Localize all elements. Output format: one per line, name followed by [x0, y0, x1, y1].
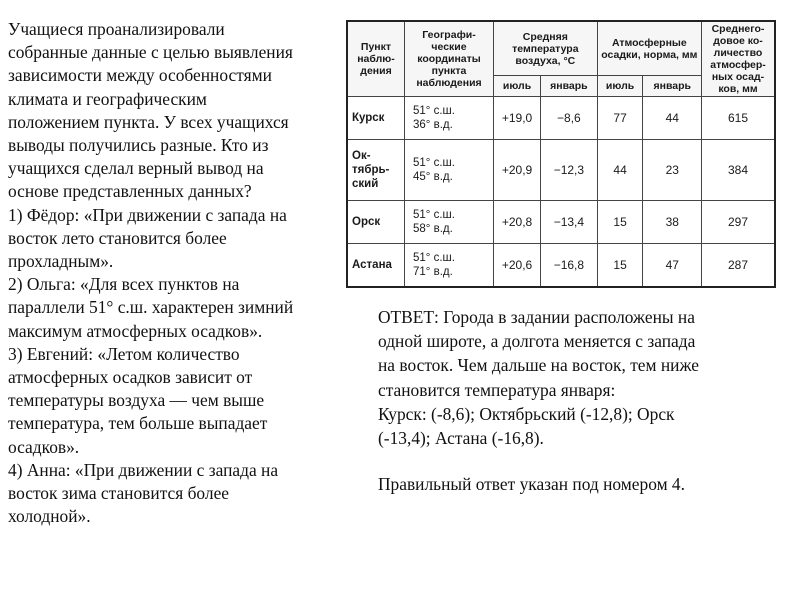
answer-line: ОТВЕТ: Города в задании расположены на [378, 307, 695, 327]
cell-coords [405, 97, 494, 140]
cell-temp-january: −16,8 [541, 243, 598, 287]
question-line: учащихся сделал верный вывод на [8, 158, 264, 179]
answer-line: Курск: (-8,6); Октябрьский (-12,8); Орск [378, 403, 675, 424]
question-line: 4) Анна: «При движении с запада на [8, 459, 279, 480]
cell-precip-july: 77 [597, 97, 643, 140]
cell-precip-july: 44 [597, 139, 643, 200]
cell-latitude: 51° с.ш. [413, 208, 455, 221]
header-point: Пункт наблю-дения [347, 21, 405, 97]
cell-city: Орск [347, 201, 405, 244]
question-line: положением пункта. У всех учащихся [8, 111, 289, 132]
question-line: температуры воздуха — чем выше [8, 390, 265, 411]
cell-temp-july: +20,9 [494, 139, 541, 200]
question-line: температура, тем больше выпадает [8, 413, 268, 434]
header-precipitation: Атмосферные осадки, норма, мм [597, 21, 701, 76]
cell-annual: 297 [702, 201, 776, 244]
cell-temp-july: +19,0 [494, 97, 541, 140]
cell-temp-january: −13,4 [541, 201, 598, 244]
cell-longitude: 71° в.д. [413, 265, 453, 278]
table-row [347, 243, 775, 287]
cell-longitude: 36° в.д. [413, 118, 453, 131]
table-row [347, 139, 775, 200]
cell-precip-july: 15 [597, 243, 643, 287]
table-body [347, 97, 775, 288]
cell-precip-january: 23 [643, 139, 702, 200]
cell-precip-january: 47 [643, 243, 702, 287]
cell-annual: 287 [702, 243, 776, 287]
header-coords: Географи-ческие координаты пункта наблюдения [405, 21, 494, 97]
header-temp-january: январь [541, 76, 598, 97]
cell-precip-january: 44 [643, 97, 702, 140]
answer-line: (-13,4); Астана (-16,8). [378, 428, 544, 449]
question-line: зависимости между особенностями [8, 65, 272, 86]
cell-longitude: 45° в.д. [413, 170, 453, 183]
table-row [347, 97, 775, 140]
answer-final: Правильный ответ указан под номером 4. [378, 474, 685, 495]
header-precip-july: июль [597, 76, 643, 97]
cell-annual: 384 [702, 139, 776, 200]
header-annual-precipitation: Среднего-довое ко-личество атмосфер-ных осад-ков, мм [702, 21, 776, 97]
cell-latitude: 51° с.ш. [413, 251, 455, 264]
question-line: выводы получились разные. Кто из [8, 135, 269, 156]
cell-coords [405, 243, 494, 287]
question-line: восток лето становится более [8, 227, 227, 248]
cell-city: Курск [347, 97, 405, 140]
cell-temp-july: +20,6 [494, 243, 541, 287]
question-line: основе представленных данных? [8, 181, 252, 202]
cell-coords [405, 201, 494, 244]
answer-line: становится температура января: [378, 379, 616, 400]
question-line: 1) Фёдор: «При движении с запада на [8, 204, 287, 225]
cell-annual: 615 [702, 97, 776, 140]
climate-table-wrapper [346, 20, 776, 278]
header-precip-january: январь [643, 76, 702, 97]
answer-block [378, 305, 778, 496]
header-temp-july: июль [494, 76, 541, 97]
answer-line: на восток. Чем дальше на восток, тем ниже [378, 355, 699, 376]
cell-latitude: 51° с.ш. [413, 104, 455, 117]
cell-precip-july: 15 [597, 201, 643, 244]
question-line: атмосферных осадков зависит от [8, 367, 253, 388]
answer-line: одной широте, а долгота меняется с запада [378, 331, 696, 352]
question-text [8, 18, 343, 528]
cell-temp-january: −12,3 [541, 139, 598, 200]
cell-city: Астана [347, 243, 405, 287]
question-line: прохладным». [8, 251, 114, 272]
question-line: холодной». [8, 506, 91, 527]
cell-precip-january: 38 [643, 201, 702, 244]
question-line: климата и географическим [8, 88, 207, 109]
table-row [347, 201, 775, 244]
cell-temp-july: +20,8 [494, 201, 541, 244]
question-line: максимум атмосферных осадков». [8, 320, 263, 341]
question-line: 3) Евгений: «Летом количество [8, 343, 240, 364]
cell-city: Ок-тябрь-ский [347, 139, 405, 200]
cell-latitude: 51° с.ш. [413, 156, 455, 169]
climate-table [346, 20, 776, 288]
header-temperature: Средняя температура воздуха, °С [494, 21, 598, 76]
answer-text [378, 305, 778, 450]
cell-coords [405, 139, 494, 200]
question-line: восток зима становится более [8, 483, 230, 504]
question-line: осадков». [8, 436, 80, 457]
question-line: собранные данные с целью выявления [8, 42, 293, 63]
question-line: параллели 51° с.ш. характерен зимний [8, 297, 294, 318]
question-line: Учащиеся проанализировали [8, 19, 225, 39]
cell-longitude: 58° в.д. [413, 222, 453, 235]
cell-temp-january: −8,6 [541, 97, 598, 140]
question-line: 2) Ольга: «Для всех пунктов на [8, 274, 240, 295]
